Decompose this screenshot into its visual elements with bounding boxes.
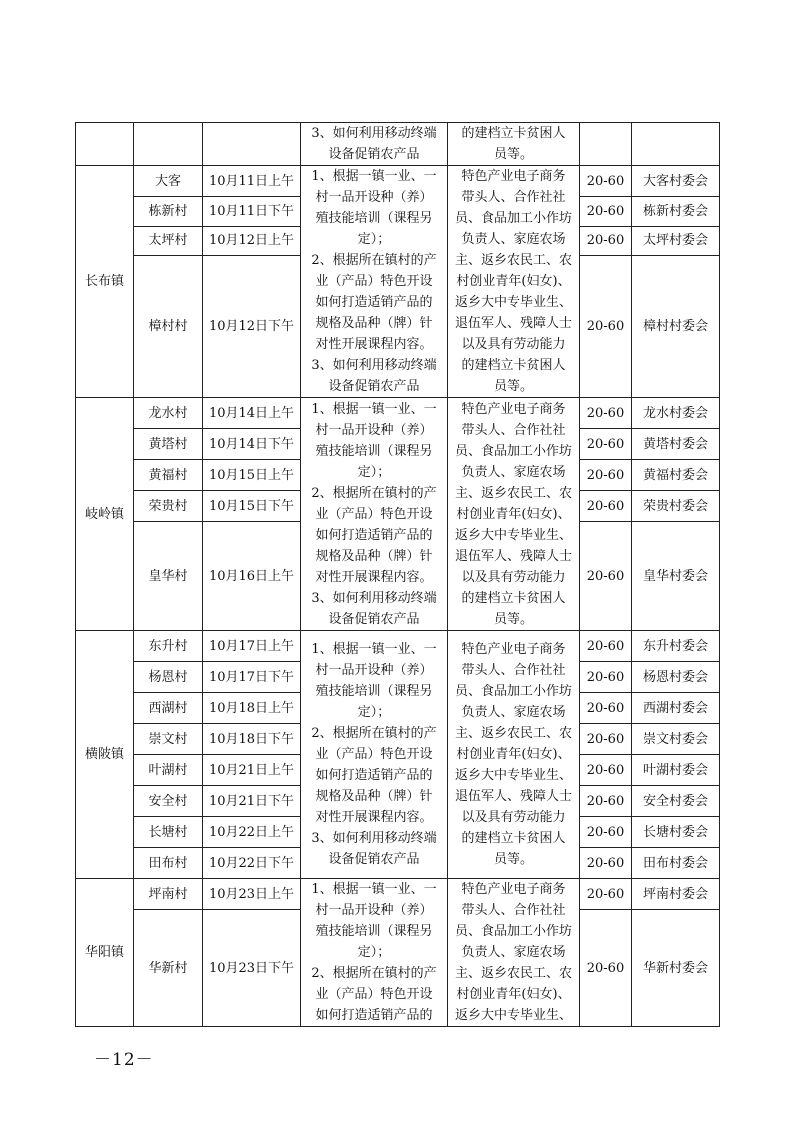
village-cell [134,123,203,166]
village-name: 田布村 [134,848,203,879]
participant-count: 20-60 [580,429,632,460]
participant-count: 20-60 [580,693,632,724]
village-name: 樟村村 [134,256,203,398]
training-content: 1、根据一镇一业、一 村一品开设种（养） 殖技能培训（课程另 定）； 2、根据所在镇村的产 业（产品）特色开设 如何打造适销产品的 规格及品种（牌）针 对性开展课程内容。 3、如何利用移动终端 设备促销农产品 [301,166,448,398]
participant-count: 20-60 [580,848,632,879]
training-content: 1、根据一镇一业、一 村一品开设种（养） 殖技能培训（课程另 定）； 2、根据所在镇村的产 业（产品）特色开设 如何打造适销产品的 规格及品种（牌）针 对性开展课程内容。 3、如何利用移动终端 设备促销农产品 [301,398,448,631]
time-slot: 10月12日下午 [203,256,301,398]
participant-count: 20-60 [580,755,632,786]
village-name: 西湖村 [134,693,203,724]
table-row [76,879,720,910]
table-row [76,166,720,197]
venue: 杨恩村委会 [632,662,720,693]
town-name: 岐岭镇 [76,398,134,631]
count-cell [580,123,632,166]
participant-count: 20-60 [580,398,632,429]
venue: 樟村村委会 [632,256,720,398]
venue: 栋新村委会 [632,197,720,226]
time-slot: 10月21日下午 [203,786,301,817]
target-audience: 特色产业电子商务 带头人、合作社社 员、食品加工小作坊 负责人、家庭农场 主、返乡农民工、农 村创业青年(妇女)、 返乡大中专毕业生、 退伍军人、残障人士 以及具有劳动能力 的建档立卡贫困人 员等。 [448,398,580,631]
training-content: 1、根据一镇一业、一 村一品开设种（养） 殖技能培训（课程另 定）； 2、根据所在镇村的产 业（产品）特色开设 如何打造适销产品的 [301,879,448,1027]
time-slot: 10月14日下午 [203,429,301,460]
village-name: 杨恩村 [134,662,203,693]
time-slot: 10月14日上午 [203,398,301,429]
participant-count: 20-60 [580,491,632,522]
town-cell [76,123,134,166]
village-name: 黄福村 [134,460,203,491]
venue: 安全村委会 [632,786,720,817]
venue: 坪南村委会 [632,879,720,910]
table-row [76,398,720,429]
village-name: 荣贵村 [134,491,203,522]
time-slot: 10月17日下午 [203,662,301,693]
village-name: 坪南村 [134,879,203,910]
town-name: 长布镇 [76,166,134,398]
participant-count: 20-60 [580,786,632,817]
target-audience: 特色产业电子商务 带头人、合作社社 员、食品加工小作坊 负责人、家庭农场 主、返乡农民工、农 村创业青年(妇女)、 返乡大中专毕业生、 退伍军人、残障人士 以及具有劳动能力 的建档立卡贫困人 员等。 [448,166,580,398]
time-slot: 10月15日上午 [203,460,301,491]
table-row [76,123,720,166]
time-slot: 10月17日上午 [203,631,301,662]
venue: 大客村委会 [632,166,720,197]
village-name: 栋新村 [134,197,203,226]
time-slot: 10月22日下午 [203,848,301,879]
village-name: 安全村 [134,786,203,817]
time-slot: 10月18日上午 [203,693,301,724]
time-slot: 10月12日上午 [203,226,301,255]
time-slot: 10月23日上午 [203,879,301,910]
participant-count: 20-60 [580,879,632,910]
venue-cell [632,123,720,166]
venue: 太坪村委会 [632,226,720,255]
target-audience-cell: 的建档立卡贫困人 员等。 [448,123,580,166]
time-slot: 10月16日上午 [203,522,301,631]
training-content-cell: 3、如何利用移动终端 设备促销农产品 [301,123,448,166]
target-audience: 特色产业电子商务 带头人、合作社社 员、食品加工小作坊 负责人、家庭农场 主、返乡农民工、农 村创业青年(妇女)、 返乡大中专毕业生、 退伍军人、残障人士 以及具有劳动能力 的建档立卡贫困人 员等。 [448,631,580,879]
participant-count: 20-60 [580,631,632,662]
village-name: 叶湖村 [134,755,203,786]
venue: 龙水村委会 [632,398,720,429]
village-name: 大客 [134,166,203,197]
training-content: 1、根据一镇一业、一 村一品开设种（养） 殖技能培训（课程另 定）； 2、根据所在镇村的产 业（产品）特色开设 如何打造适销产品的 规格及品种（牌）针 对性开展课程内容。 3、如何利用移动终端 设备促销农产品 [301,631,448,879]
venue: 崇文村委会 [632,724,720,755]
venue: 西湖村委会 [632,693,720,724]
venue: 长塘村委会 [632,817,720,848]
venue: 皇华村委会 [632,522,720,631]
table-row [76,631,720,662]
venue: 田布村委会 [632,848,720,879]
participant-count: 20-60 [580,460,632,491]
training-schedule-table [75,122,720,1027]
time-slot: 10月15日下午 [203,491,301,522]
time-slot: 10月22日上午 [203,817,301,848]
time-slot: 10月23日下午 [203,910,301,1027]
village-name: 长塘村 [134,817,203,848]
time-slot: 10月21日上午 [203,755,301,786]
town-name: 华阳镇 [76,879,134,1027]
participant-count: 20-60 [580,226,632,255]
time-slot: 10月11日下午 [203,197,301,226]
venue: 东升村委会 [632,631,720,662]
town-name: 横陂镇 [76,631,134,879]
village-name: 东升村 [134,631,203,662]
time-slot: 10月18日下午 [203,724,301,755]
venue: 华新村委会 [632,910,720,1027]
venue: 黄福村委会 [632,460,720,491]
participant-count: 20-60 [580,662,632,693]
venue: 黄塔村委会 [632,429,720,460]
village-name: 龙水村 [134,398,203,429]
time-slot: 10月11日上午 [203,166,301,197]
village-name: 华新村 [134,910,203,1027]
page-number: －12－ [94,1050,154,1070]
village-name: 皇华村 [134,522,203,631]
venue: 荣贵村委会 [632,491,720,522]
time-cell [203,123,301,166]
target-audience: 特色产业电子商务 带头人、合作社社 员、食品加工小作坊 负责人、家庭农场 主、返乡农民工、农 村创业青年(妇女)、 返乡大中专毕业生、 [448,879,580,1027]
village-name: 黄塔村 [134,429,203,460]
village-name: 崇文村 [134,724,203,755]
village-name: 太坪村 [134,226,203,255]
participant-count: 20-60 [580,910,632,1027]
participant-count: 20-60 [580,197,632,226]
participant-count: 20-60 [580,522,632,631]
venue: 叶湖村委会 [632,755,720,786]
participant-count: 20-60 [580,166,632,197]
participant-count: 20-60 [580,817,632,848]
participant-count: 20-60 [580,256,632,398]
participant-count: 20-60 [580,724,632,755]
